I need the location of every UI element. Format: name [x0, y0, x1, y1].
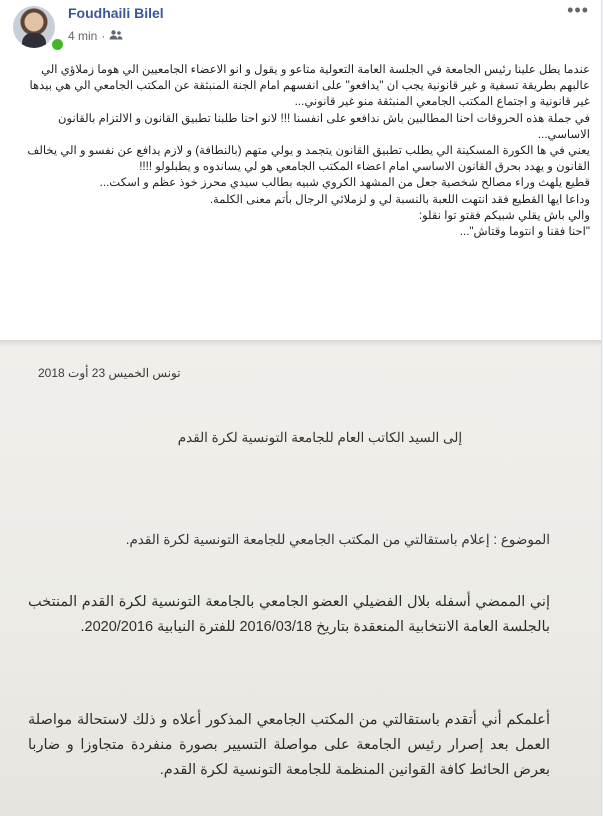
- post-meta: [68, 29, 123, 43]
- post-paragraph: والي باش يقلي شبيكم فقتو توا نقلو:: [418, 208, 590, 222]
- post-text: [14, 62, 590, 240]
- letter-paragraph-2: [28, 708, 550, 783]
- separator-dot: ·: [101, 29, 106, 43]
- post-paragraph: وداعا ايها القطيع فقد انتهت اللعبة بالنسبة لي و لزملائي الرجال بأتم معنى الكلمة.: [209, 192, 590, 206]
- paper-fold: [0, 340, 601, 346]
- post-paragraph: قطيع يلهث وراء مصالح شخصية جعل من المشهد الكروي شبيه بطالب سيدي محرز خوذ عظم و اسكت...: [99, 176, 590, 190]
- author-name[interactable]: Foudhaili Bilel: [68, 5, 164, 21]
- post-time[interactable]: 4 min: [68, 29, 98, 43]
- post-paragraph: يعني في ها الكورة المسكينة الي يطلب تطبيق القانون يتجمد و يولي متهم (بالنطافة) و لازم يدافع عن نفسو و الي يخالف القانون و يهدد بحرق القانون الاساسي امام اعضاء المكتب الجامعي هو لي يساندوه و يطبلولو !!!!: [27, 144, 590, 174]
- letter-paragraph-1-text: إني الممضي أسفله بلال الفضيلي العضو الجامعي بالجامعة التونسية لكرة القدم المنتخب بالجلسة العامة الانتخابية المنعقدة بتاريخ 2016/03/18 للفترة النيابية 2020/2016.: [28, 594, 550, 635]
- post-paragraph: في جملة هذه الحروقات احنا المطالبين باش ندافعو على انفسنا !!! لانو احنا طلبنا تطبيق القانون و الالتزام بالقانون الاساسي...: [57, 111, 590, 141]
- post-header: [0, 0, 601, 58]
- letter-date: تونس الخميس 23 أوت 2018: [38, 366, 181, 380]
- letter-paragraph-2-text: أعلمكم أني أتقدم باستقالتي من المكتب الجامعي المذكور أعلاه و ذلك لاستحالة مواصلة العمل بعد إصرار رئيس الجامعة على مواصلة التسيير بصورة منفردة متجاوزا و ضاربا بعرض الحائط كافة القوانين المنظمة للجامعة التونسية لكرة القدم.: [28, 712, 550, 778]
- friends-icon[interactable]: [109, 29, 123, 43]
- attached-letter-photo[interactable]: [0, 340, 601, 816]
- letter-subject: الموضوع : إعلام باستقالتي من المكتب الجامعي للجامعة التونسية لكرة القدم.: [125, 532, 550, 547]
- post-paragraph: "احنا فقنا و انتوما وقتاش"...: [459, 225, 590, 239]
- letter-paragraph-1: [28, 590, 550, 640]
- letter-addressee: إلى السيد الكاتب العام للجامعة التونسية لكرة القدم: [177, 430, 463, 445]
- post-paragraph: عندما يطل علينا رئيس الجامعة في الجلسة العامة التعولية متاعو و يقول و انو الاعضاء الجامعيين الي هوما زملاؤي الي عالبهم بطريقة تسفية و غير قانونية يجب ان "يدافعو" على انفسهم امام الجنة المنبثقة عن المكتب الجامعي الي هي بيدها غير قانونية و اجتماع المكتب الجامعي المنبثقة منو غير قانوني...: [29, 63, 590, 109]
- more-options-button[interactable]: •••: [567, 0, 589, 20]
- avatar[interactable]: [13, 6, 55, 48]
- online-status-icon: [50, 37, 65, 52]
